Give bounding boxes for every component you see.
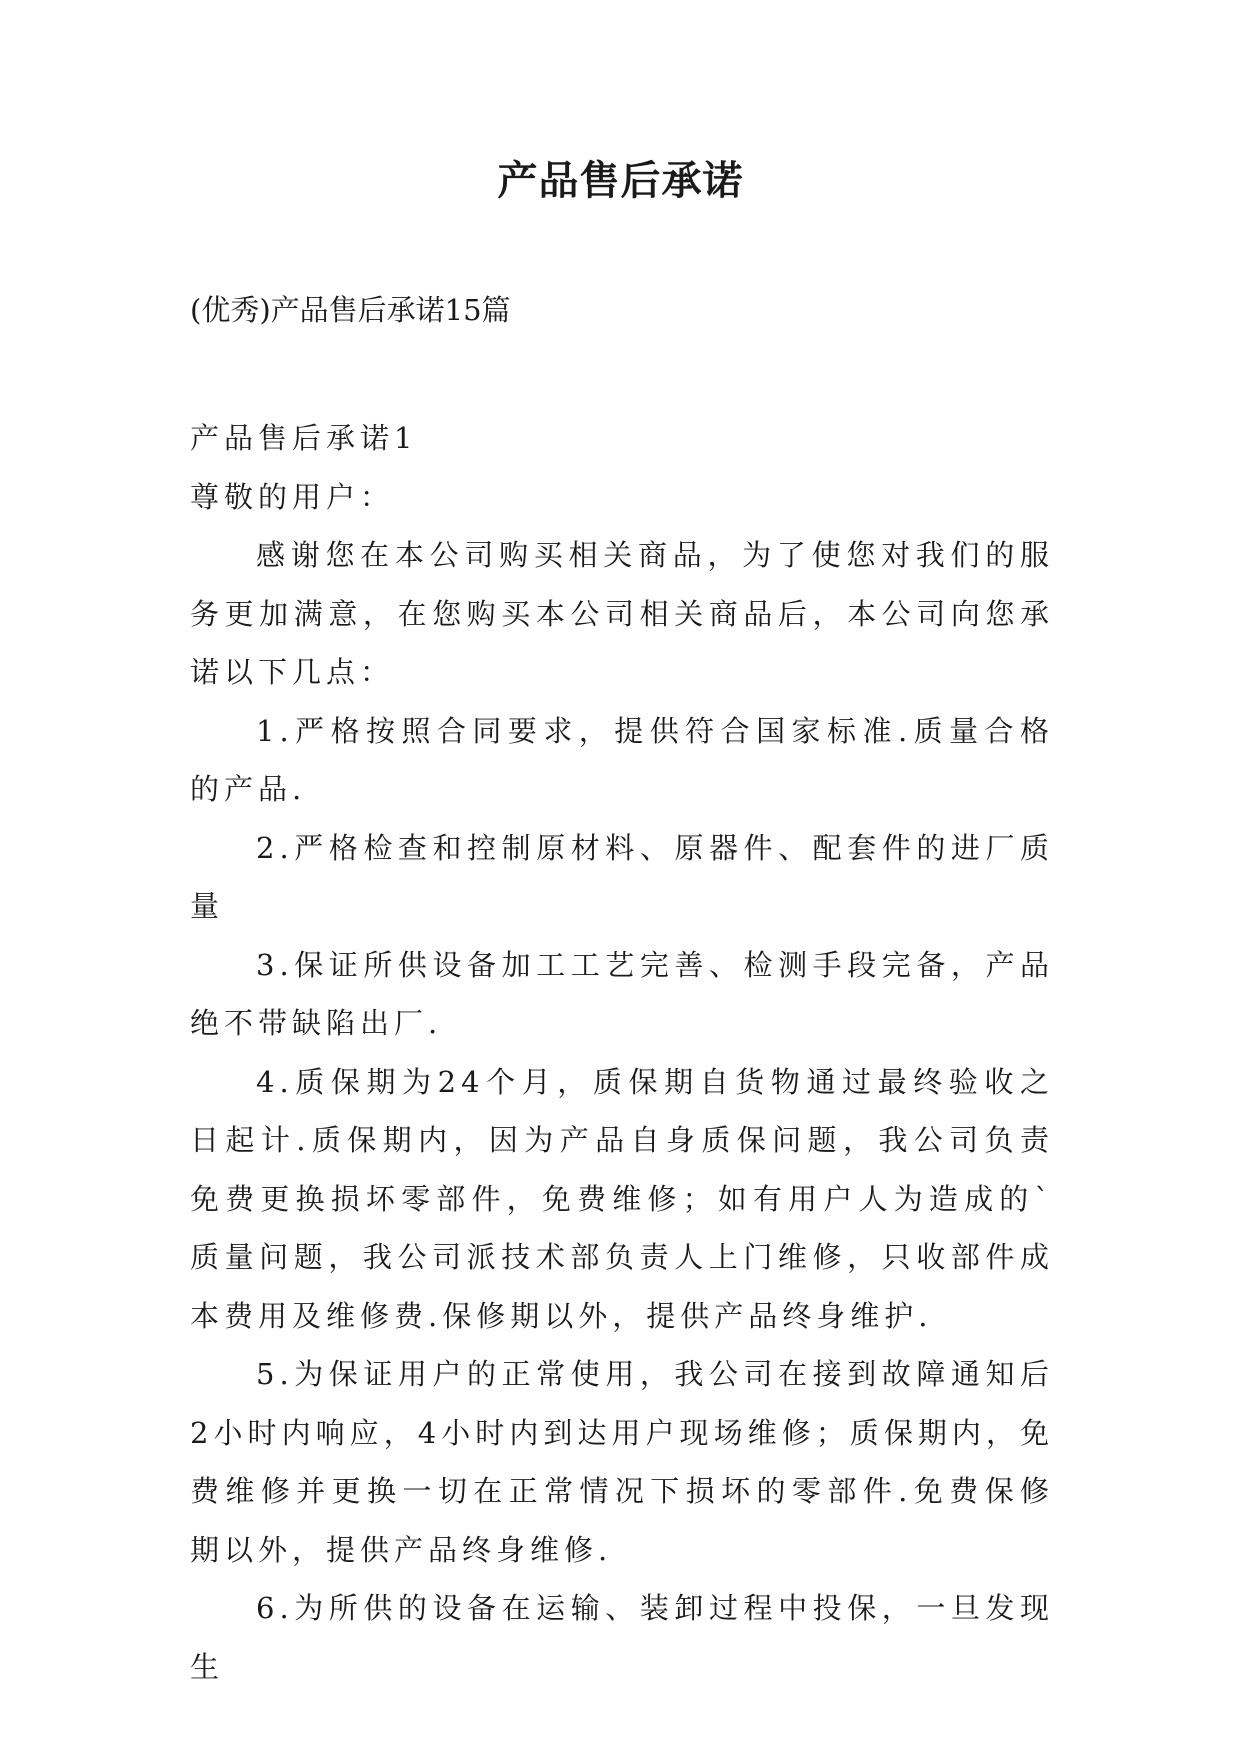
body-paragraph-item-2: 2.严格检查和控制原材料、原器件、配套件的进厂质量 xyxy=(190,830,1054,923)
section-heading: 产品售后承诺1 xyxy=(190,421,418,455)
body-paragraph-intro: 感谢您在本公司购买相关商品，为了使您对我们的服务更加满意，在您购买本公司相关商品后，本公司向您承诺以下几点： xyxy=(190,538,1054,689)
body-paragraph-item-4: 4.质保期为24个月，质保期自货物通过最终验收之日起计.质保期内，因为产品自身质保问题，我公司负责免费更换损坏零部件，免费维修；如有用户人为造成的`质量问题，我公司派技术部负责人上门维修，只收部件成本费用及维修费.保修期以外，提供产品终身维护. xyxy=(190,1064,1054,1333)
salutation: 尊敬的用户： xyxy=(190,479,395,514)
body-paragraph-item-5: 5.为保证用户的正常使用，我公司在接到故障通知后2小时内响应，4小时内到达用户现场维修；质保期内，免费维修并更换一切在正常情况下损坏的零部件.免费保修期以外，提供产品终身维修. xyxy=(190,1357,1054,1567)
body-paragraph-item-3: 3.保证所供设备加工工艺完善、检测手段完备，产品绝不带缺陷出厂. xyxy=(190,947,1054,1040)
body-paragraph-item-6: 6.为所供的设备在运输、装卸过程中投保，一旦发现生 xyxy=(190,1591,1054,1684)
document-subtitle: (优秀)产品售后承诺15篇 xyxy=(190,293,511,327)
document-body xyxy=(190,409,1054,1696)
body-paragraph-item-1: 1.严格按照合同要求，提供符合国家标准.质量合格的产品. xyxy=(190,713,1054,806)
document-title: 产品售后承诺 xyxy=(497,157,744,204)
